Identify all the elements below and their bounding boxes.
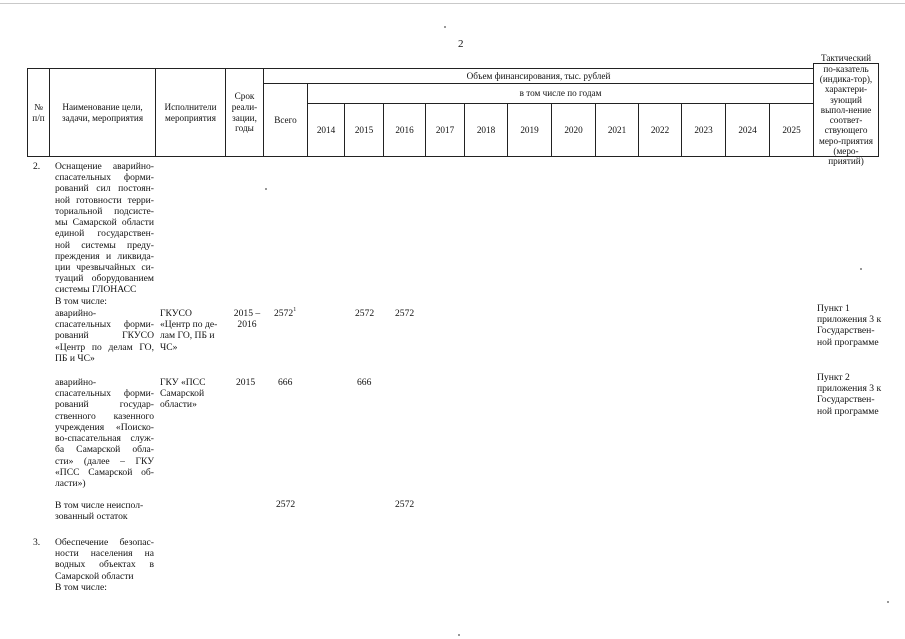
text-line: «ПСС Самарской об-	[55, 466, 154, 478]
text-line: ции чрезвычайных си-	[55, 261, 154, 273]
text-line: туаций оборудованием	[55, 273, 154, 285]
row-number: 2.	[33, 161, 41, 172]
text-line: «Центр по де-	[160, 319, 218, 331]
header-indicator: Тактический по-казатель (индика-тор), характери-зующий выпол-нение соответ-ствующего меро-приятия (меро-приятий)	[813, 63, 879, 157]
text-line: 2016	[237, 319, 257, 331]
text-line: мы Самарской области	[55, 217, 154, 229]
goal-title	[55, 161, 154, 307]
text-line: лам ГО, ПБ и	[160, 330, 215, 342]
header-by-years: в том числе по годам	[307, 83, 814, 104]
including-label: В том числе:	[55, 295, 107, 307]
text-line: приложения 3 к	[817, 314, 882, 326]
text-line: ной системы преду-	[55, 239, 154, 251]
text-line: рований государ-	[55, 399, 154, 411]
text-line: ственного казенного	[55, 410, 154, 422]
text-line: «Центр по делам ГО,	[55, 341, 154, 353]
activity-executor	[160, 308, 226, 353]
activity-executor	[160, 377, 226, 411]
total-number: 2572	[274, 308, 294, 319]
header-year: 2023	[681, 103, 726, 157]
text-line: водных объектах в	[55, 559, 154, 571]
header-funding: Объем финансирования, тыс. рублей	[263, 68, 814, 84]
scan-speck	[458, 634, 460, 636]
total-value: 666	[278, 377, 293, 388]
text-line: системы ГЛОНАСС	[55, 284, 137, 296]
header-year: 2025	[769, 103, 814, 157]
goal-title	[55, 537, 154, 593]
text-line: В том числе неиспол-	[55, 500, 144, 511]
scan-speck	[887, 601, 889, 603]
text-line: Оснащение аварийно-	[55, 161, 154, 172]
header-num: № п/п	[27, 68, 50, 157]
text-line: ториальной подсисте-	[55, 205, 154, 217]
text-line: рований сил постоян-	[55, 183, 154, 195]
text-line: единой государствен-	[55, 228, 154, 240]
text-line: Государствен-	[817, 325, 875, 337]
scan-speck	[860, 268, 862, 270]
text-line: спасательных форми-	[55, 319, 154, 331]
activity-name	[55, 377, 154, 489]
header-total: Всего	[263, 83, 308, 157]
including-label: В том числе:	[55, 581, 107, 593]
text-line: спасательных форми-	[55, 388, 154, 400]
text-line: учреждения «Поиско-	[55, 421, 154, 433]
text-line: области»	[160, 399, 197, 411]
header-year: 2024	[725, 103, 770, 157]
activity-term: 2015	[236, 377, 256, 388]
text-line: аварийно-	[55, 377, 97, 388]
header-name: Наименование цели, задачи, мероприятия	[49, 68, 156, 157]
year-2015-value: 666	[357, 377, 372, 388]
indicator-ref	[817, 372, 897, 417]
text-line: ной программе	[817, 336, 879, 348]
header-term: Срок реали-зации, годы	[225, 68, 264, 157]
text-line: ласти»)	[55, 477, 86, 489]
text-line: приложения 3 к	[817, 383, 882, 395]
text-line: Пункт 1	[817, 303, 850, 314]
text-line: преждения и ликвида-	[55, 250, 154, 262]
page-number: 2	[458, 38, 464, 50]
text-line: Обеспечение безопас-	[55, 537, 154, 548]
header-year: 2020	[551, 103, 596, 157]
activity-name	[55, 308, 154, 364]
text-line: ГКУ «ПСС	[160, 377, 206, 388]
total-value	[274, 308, 296, 319]
text-line: ба Самарской обла-	[55, 444, 154, 456]
text-line: зованный остаток	[55, 511, 128, 523]
text-line: рований ГКУСО	[55, 330, 154, 342]
activity-term	[231, 308, 263, 330]
text-line: ной готовности терри-	[55, 194, 154, 206]
header-year: 2016	[383, 103, 426, 157]
text-line: ГКУСО	[160, 308, 192, 319]
footnote-mark: 1	[293, 307, 297, 313]
header-year: 2021	[595, 103, 639, 157]
total-value: 2572	[276, 499, 296, 510]
year-2016-value: 2572	[395, 499, 415, 510]
text-line: ной программе	[817, 405, 879, 417]
row-number: 3.	[33, 537, 41, 548]
text-line: ПБ и ЧС»	[55, 352, 95, 364]
header-year: 2018	[464, 103, 508, 157]
unused-balance-label	[55, 500, 154, 522]
text-line: аварийно-	[55, 308, 97, 319]
text-line: ности населения на	[55, 548, 154, 560]
text-line: во-спасательная служ-	[55, 433, 154, 445]
text-line: Пункт 2	[817, 372, 850, 383]
text-line: 2015 –	[233, 308, 261, 319]
year-2016-value: 2572	[395, 308, 415, 319]
indicator-ref	[817, 303, 897, 348]
year-2015-value: 2572	[355, 308, 375, 319]
text-line: ЧС»	[160, 341, 178, 353]
header-year: 2014	[307, 103, 345, 157]
scan-speck	[444, 26, 446, 28]
header-year: 2017	[425, 103, 465, 157]
header-year: 2019	[507, 103, 552, 157]
header-year: 2022	[638, 103, 682, 157]
header-executors: Исполнители мероприятия	[155, 68, 226, 157]
text-line: спасательных форми-	[55, 172, 154, 184]
text-line: Государствен-	[817, 394, 875, 406]
scan-speck	[265, 188, 267, 190]
header-year: 2015	[344, 103, 384, 157]
text-line: сти» (далее – ГКУ	[55, 455, 154, 467]
scan-top-edge	[0, 3, 905, 4]
text-line: Самарской	[160, 388, 205, 400]
text-line: Самарской области	[55, 570, 134, 582]
